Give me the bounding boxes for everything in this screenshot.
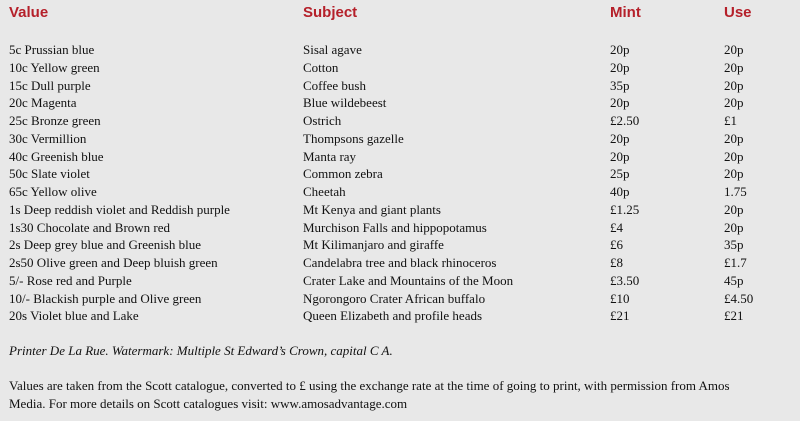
cell-mint: £21 (610, 308, 630, 324)
cell-used: £21 (724, 308, 744, 324)
cell-mint: £2.50 (610, 113, 640, 128)
cell-used: 20p (724, 77, 744, 93)
cell-mint: £3.50 (610, 272, 640, 288)
table-row (0, 201, 800, 219)
cell-used: 35p (724, 237, 744, 253)
cell-mint: 20p (610, 130, 630, 146)
cell-subject: Crater Lake and Mountains of the Moon (303, 272, 514, 288)
cell-mint: 40p (610, 184, 630, 199)
table-row (0, 112, 800, 130)
cell-value: 1s Deep reddish violet and Reddish purple (9, 201, 230, 217)
cell-subject: Ngorongoro Crater African buffalo (303, 290, 486, 306)
cell-subject: Thompsons gazelle (303, 130, 404, 146)
cell-used: 20p (724, 59, 744, 75)
header-value: Value (9, 4, 49, 21)
printer-note: Printer De La Rue. Watermark: Multiple St Edward’s Crown, capital C A. (9, 343, 393, 358)
cell-value: 40c Greenish blue (9, 148, 104, 164)
cell-value: 20c Magenta (9, 95, 77, 111)
cell-mint: £4 (610, 219, 623, 235)
cell-used: 20p (724, 130, 744, 146)
header-used: Use (724, 4, 752, 21)
cell-subject: Queen Elizabeth and profile heads (303, 308, 483, 324)
cell-mint: £6 (610, 237, 623, 253)
cell-subject: Manta ray (303, 148, 357, 164)
cell-subject: Coffee bush (303, 77, 366, 93)
table-row (0, 307, 800, 325)
cell-mint: 20p (610, 148, 630, 164)
cell-value: 5/- Rose red and Purple (9, 272, 132, 288)
table-row (0, 77, 800, 95)
cell-mint: 20p (610, 95, 630, 111)
cell-value: 20s Violet blue and Lake (9, 308, 139, 324)
cell-value: 10/- Blackish purple and Olive green (9, 290, 202, 306)
table-row (0, 165, 800, 183)
cell-mint: 20p (610, 42, 630, 57)
cell-used: 20p (724, 95, 744, 111)
table-row (0, 94, 800, 112)
cell-subject: Murchison Falls and hippopotamus (303, 219, 487, 235)
cell-value: 25c Bronze green (9, 113, 101, 128)
header-subject: Subject (303, 4, 358, 21)
cell-used: £1 (724, 113, 737, 128)
table-row (0, 236, 800, 254)
table-row (0, 254, 800, 272)
cell-used: 20p (724, 219, 744, 235)
table-row (0, 148, 800, 166)
cell-mint: £8 (610, 255, 623, 270)
cell-value: 5c Prussian blue (9, 42, 95, 57)
table-row (0, 59, 800, 77)
cell-used: £4.50 (724, 290, 754, 306)
cell-used: 1.75 (724, 184, 747, 199)
cell-value: 65c Yellow olive (9, 184, 97, 199)
cell-mint: £10 (610, 290, 630, 306)
cell-value: 1s30 Chocolate and Brown red (9, 219, 171, 235)
cell-value: 15c Dull purple (9, 77, 91, 93)
cell-subject: Sisal agave (303, 42, 362, 57)
cell-used: 20p (724, 201, 744, 217)
table-row (0, 41, 800, 59)
cell-subject: Mt Kenya and giant plants (303, 201, 441, 217)
table-row (0, 219, 800, 237)
cell-value: 50c Slate violet (9, 166, 90, 182)
cell-mint: 20p (610, 59, 630, 75)
cell-value: 2s Deep grey blue and Greenish blue (9, 237, 202, 253)
cell-used: 45p (724, 272, 744, 288)
cell-used: £1.7 (724, 255, 747, 270)
table-row (0, 130, 800, 148)
cell-value: 10c Yellow green (9, 59, 100, 75)
cell-mint: 25p (610, 166, 630, 182)
cell-value: 30c Vermillion (9, 130, 87, 146)
cell-used: 20p (724, 42, 744, 57)
cell-subject: Blue wildebeest (303, 95, 387, 111)
table-body (0, 41, 800, 325)
table-row (0, 183, 800, 201)
cell-mint: £1.25 (610, 201, 640, 217)
table-row (0, 272, 800, 290)
cell-used: 20p (724, 148, 744, 164)
source-note: Values are taken from the Scott catalogue, converted to £ using the exchange rate at the time of going to print, with permission from Amos Media. For more details on Scott catalogues visit: www.amosadvantage.com (9, 378, 730, 411)
cell-subject: Cotton (303, 59, 339, 75)
cell-subject: Cheetah (303, 184, 346, 199)
table-row (0, 290, 800, 308)
cell-subject: Ostrich (303, 113, 342, 128)
cell-subject: Candelabra tree and black rhinoceros (303, 255, 497, 270)
cell-mint: 35p (610, 77, 630, 93)
cell-used: 20p (724, 166, 744, 182)
cell-subject: Common zebra (303, 166, 383, 182)
cell-value: 2s50 Olive green and Deep bluish green (9, 255, 218, 270)
table-header (0, 4, 800, 26)
cell-subject: Mt Kilimanjaro and giraffe (303, 237, 444, 253)
header-mint: Mint (610, 4, 641, 21)
